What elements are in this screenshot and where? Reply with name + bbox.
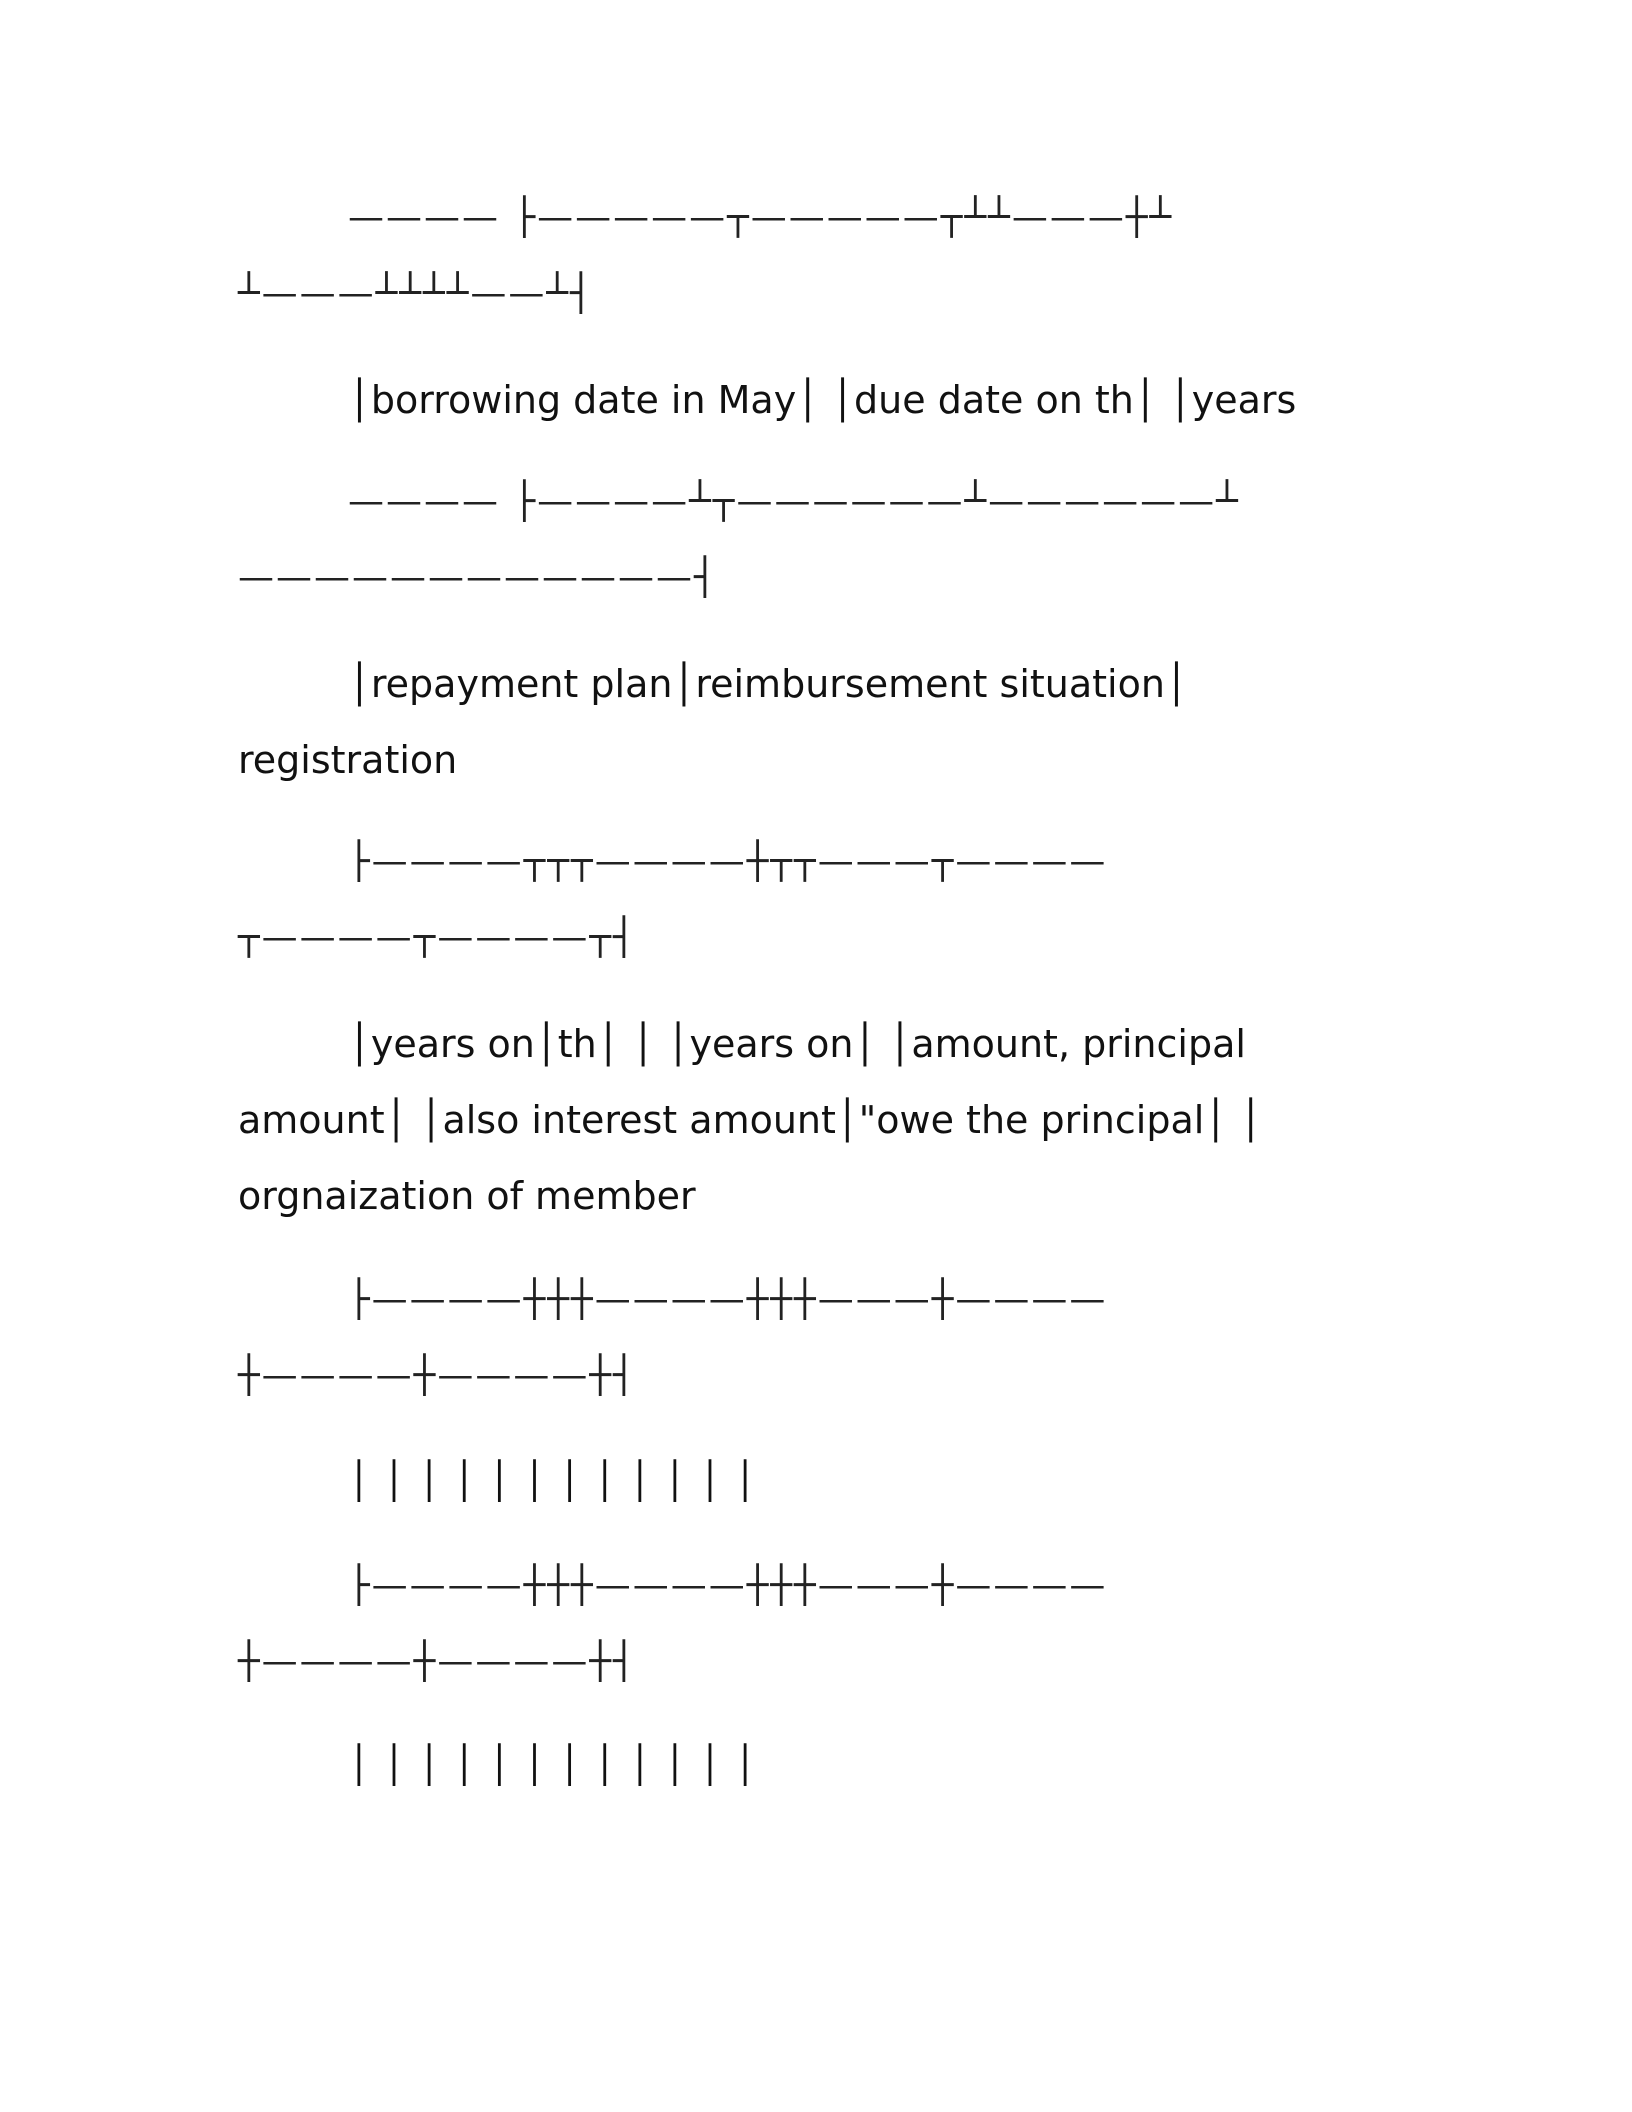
rule-line: ———— ├—————┬—————┬┴┴———┼┴	[348, 197, 1174, 238]
table-rule-2b	[238, 540, 1370, 616]
empty-row-1	[238, 1444, 1370, 1520]
empty-row-2	[238, 1728, 1370, 1804]
header-row-1	[238, 362, 1370, 438]
table-rule-1b	[238, 256, 1370, 332]
rule-line: ┴———┴┴┴┴——┴┤	[238, 273, 594, 314]
text-line: orgnaization of member	[238, 1174, 696, 1218]
rule-line: ————————————┤	[238, 557, 718, 598]
table-rule-3	[238, 824, 1370, 900]
rule-line: ┼————┼————┼┤	[238, 1641, 637, 1682]
text-line: │borrowing date in May│ │due date on th│ │years	[348, 378, 1297, 422]
rule-line: ———— ├————┴┬——————┴——————┴	[348, 481, 1240, 522]
empty-cells-line: │ │ │ │ │ │ │ │ │ │ │ │	[348, 1745, 757, 1786]
rule-line: ┼————┼————┼┤	[238, 1355, 637, 1396]
header-row-3	[238, 1006, 1370, 1082]
table-rule-3b	[238, 900, 1370, 976]
text-line: registration	[238, 738, 458, 782]
rule-line: ├————┼┼┼————┼┼┼———┼————	[348, 1279, 1108, 1320]
header-row-2b	[238, 722, 1370, 798]
rule-line: ├————┬┬┬————┼┬┬———┬————	[348, 841, 1108, 882]
table-rule-2	[238, 464, 1370, 540]
text-line: │years on│th│ │ │years on│ │amount, principal	[348, 1022, 1246, 1066]
table-rule-5	[238, 1548, 1370, 1624]
header-row-2	[238, 646, 1370, 722]
table-rule-1	[238, 180, 1370, 256]
table-rule-4	[238, 1262, 1370, 1338]
table-rule-5b	[238, 1624, 1370, 1700]
rule-line: ┬————┬————┬┤	[238, 917, 637, 958]
text-line: │repayment plan│reimbursement situation│	[348, 662, 1188, 706]
header-row-3b	[238, 1082, 1370, 1158]
header-row-3c	[238, 1158, 1370, 1234]
empty-cells-line: │ │ │ │ │ │ │ │ │ │ │ │	[348, 1461, 757, 1502]
table-rule-4b	[238, 1338, 1370, 1414]
rule-line: ├————┼┼┼————┼┼┼———┼————	[348, 1565, 1108, 1606]
text-line: amount│ │also interest amount│"owe the principal│ │	[238, 1098, 1263, 1142]
